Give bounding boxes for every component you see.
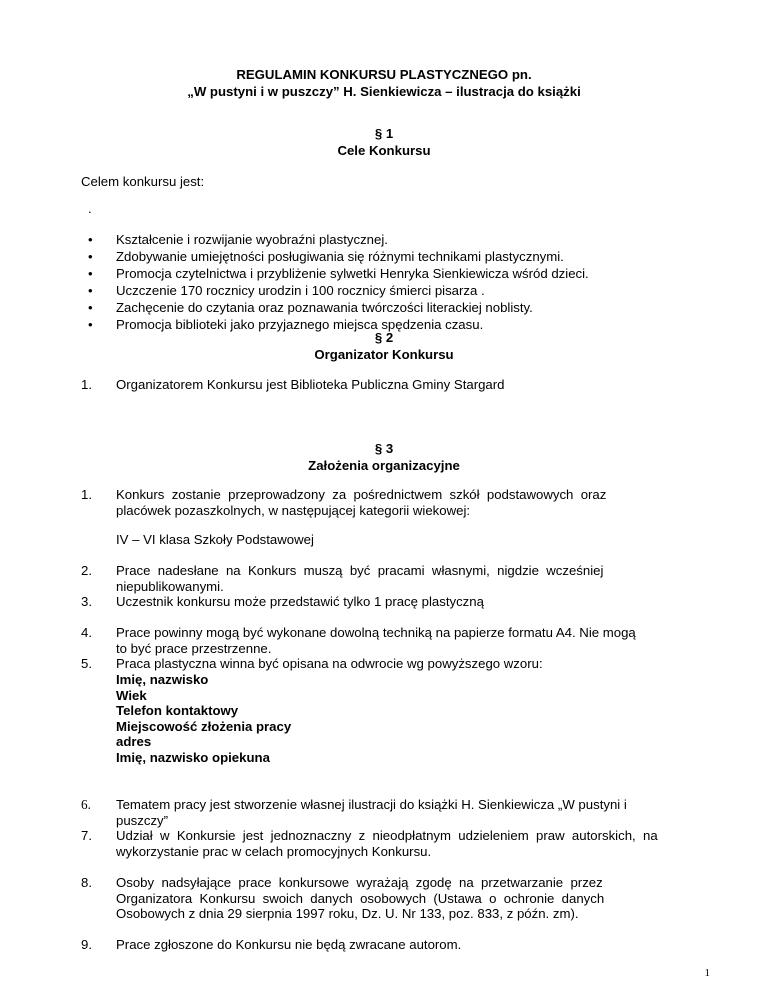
form-field-label: Telefon kontaktowy (116, 703, 239, 718)
list-item: • Zachęcenie do czytania oraz poznawania twórczości literackiej noblisty. (88, 300, 533, 315)
page-number: 1 (704, 967, 710, 979)
section2-number: § 2 (374, 330, 394, 345)
document-title-line2: „W pustyni i w puszczy” H. Sienkiewicza – ilustracja do książki (187, 84, 581, 99)
section3-heading: Założenia organizacyjne (308, 458, 460, 473)
bullet-icon: • (88, 283, 93, 298)
bullet-icon: • (88, 232, 93, 247)
list-item: • Promocja biblioteki jako przyjaznego miejsca spędzenia czasu. (88, 317, 484, 332)
section1-intro: Celem konkursu jest: (81, 174, 205, 189)
bullet-icon: • (88, 266, 93, 281)
age-category: IV – VI klasa Szkoły Podstawowej (116, 532, 314, 547)
section2-heading: Organizator Konkursu (314, 347, 454, 362)
list-item: • Kształcenie i rozwijanie wyobraźni plastycznej. (88, 232, 388, 247)
section3-number: § 3 (374, 441, 394, 456)
section1-heading: Cele Konkursu (337, 143, 431, 158)
form-field-label: Miejscowość złożenia pracy (116, 719, 292, 734)
bullet-icon: • (88, 300, 93, 315)
list-item: • Zdobywanie umiejętności posługiwania się różnymi technikami plastycznymi. (88, 249, 564, 264)
stray-mark: . (88, 201, 92, 216)
bullet-icon: • (88, 249, 93, 264)
list-item: • Uczczenie 170 rocznicy urodzin i 100 rocznicy śmierci pisarza . (88, 283, 485, 298)
section1-number: § 1 (374, 126, 394, 141)
bullet-icon: • (88, 317, 93, 332)
list-item: • Promocja czytelnictwa i przybliżenie sylwetki Henryka Sienkiewicza wśród dzieci. (88, 266, 589, 281)
form-field-label: Imię, nazwisko opiekuna (116, 750, 270, 765)
document-page: REGULAMIN KONKURSU PLASTYCZNEGO pn. „W pustyni i w puszczy” H. Sienkiewicza – ilustracja do książki § 1 Cele Konkursu Celem konkursu jest: . • Kształcenie i rozwijanie wyobraźni plastycznej. • Zdobywanie umiejętności posługiwania się różnymi technikami plastycznymi. • Promocja czytelnictwa i przybliżenie sylwetki Henryka Sienkiewicza wśród dzieci. • Uczczenie 170 rocznicy urodzin i 100 rocznicy śmierci pisarza . • Zachęcenie do czytania oraz poznawania twórczości literackiej noblisty. • Promocja biblioteki jako przyjaznego miejsca spędzenia czasu. § 2 Organizator Konkursu 1. Organizatorem Konkursu jest Biblioteka Publiczna Gminy Stargard § 3 Założenia organizacyjne 1. Konkurs zostanie przeprowadzony za pośrednictwem szkół podstawowych oraz placówek pozaszkolnych, w następującej kategorii wiekowej: IV – VI klasa Szkoły Podstawowej 2. Prace nadesłane na Konkurs muszą być pracami własnymi, nigdzie wcześniej niepublikowanymi. 3. Uczestnik konkursu może przedstawić tylko 1 pracę plastyczną 4. Prace powinny mogą być wykonane dowolną techniką na papierze formatu A4. Nie mogą to być prace przestrzenne. 5. Praca plastyczna winna być opisana na odwrocie wg powyższego wzoru: Imię, nazwisko Wiek Telefon kontaktowy Miejscowość złożenia pracy adres Imię, nazwisko opiekuna 6. Tematem pracy jest stworzenie własnej ilustracji do książki H. Sienkiewicza „W pustyni i puszczy” 7. Udział w Konkursie jest jednoznaczny z nieodpłatnym udzieleniem praw autorskich, na wykorzystanie prac w celach promocyjnych Konkursu. 8. Osoby nadsyłające prace konkursowe wyrażają zgodę na przetwarzanie przez Organizatora Konkursu swoich danych osobowych (Ustawa o ochronie danych Osobowych z dnia 29 sierpnia 1997 roku, Dz. U. Nr 133, poz. 833, z późn. zm). 9. Prace zgłoszone do Konkursu nie będą zwracane autorom. 1 (0, 0, 768, 994)
form-field-label: adres (116, 734, 152, 749)
goals-list (88, 231, 589, 333)
document-title-line1: REGULAMIN KONKURSU PLASTYCZNEGO pn. (236, 67, 532, 82)
form-field-label: Imię, nazwisko (116, 672, 209, 687)
form-field-label: Wiek (116, 688, 147, 703)
